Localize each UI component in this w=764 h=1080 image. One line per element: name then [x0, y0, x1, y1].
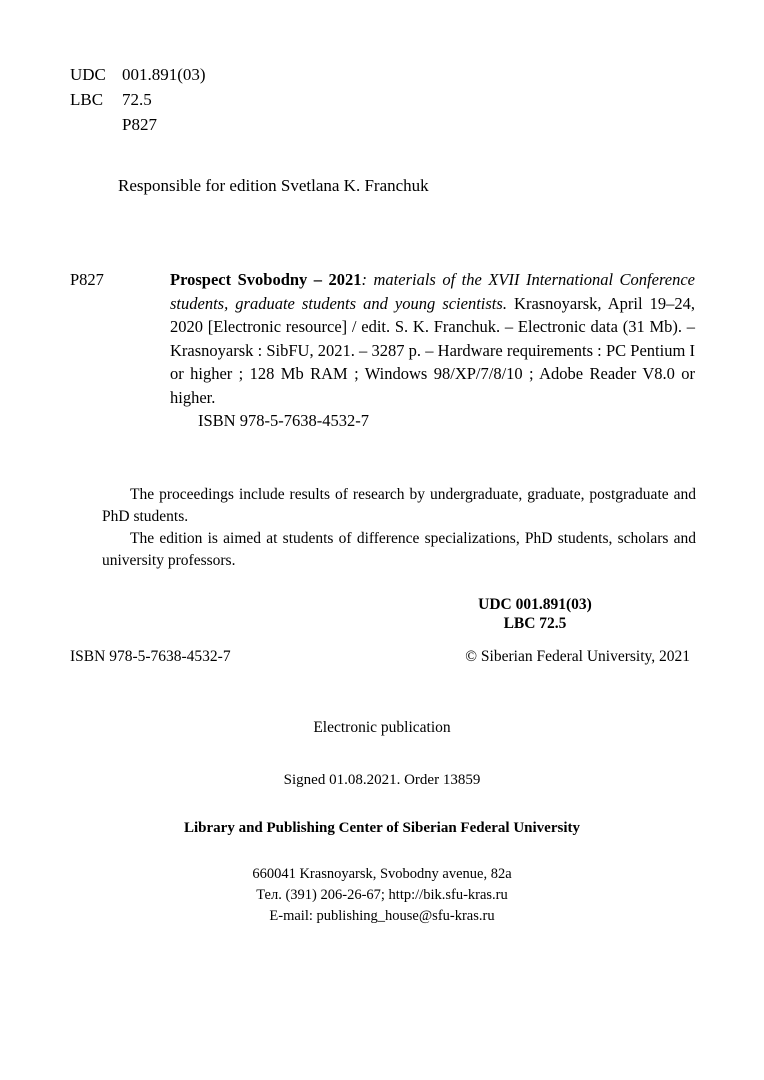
electronic-publication-label: Electronic publication	[313, 719, 451, 736]
address-line: 660041 Krasnoyarsk, Svobodny avenue, 82а	[252, 866, 512, 882]
email-line: E-mail: publishing_house@sfu-kras.ru	[269, 908, 495, 924]
copyright-notice: © Siberian Federal University, 2021	[465, 648, 690, 665]
udc-repeat-udc: UDC 001.891(03)	[478, 596, 592, 613]
imprint-block	[0, 718, 764, 927]
record-title: Prospect Svobodny – 2021	[170, 270, 362, 289]
record-subtitle: : materials of the XVII International Conference students, graduate students and young scientists.	[170, 270, 695, 313]
record-body	[170, 268, 695, 409]
udc-row	[70, 62, 206, 87]
udc-value: 001.891(03)	[122, 65, 206, 84]
udc-repeat-lbc: LBC 72.5	[503, 615, 567, 632]
abstract-paragraph-1: The proceedings include results of research by undergraduate, graduate, postgraduate and PhD students.	[102, 486, 696, 525]
classification-block	[70, 62, 206, 137]
record-isbn: ISBN 978-5-7638-4532-7	[198, 411, 369, 430]
phone-line: Тел. (391) 206-26-67; http://bik.sfu-kras.ru	[256, 887, 508, 903]
responsible-for-edition: Responsible for edition Svetlana K. Franchuk	[118, 176, 429, 195]
classification-code: P827	[122, 115, 157, 134]
lbc-row	[70, 87, 206, 112]
bibliographic-record	[70, 268, 695, 433]
lbc-label: LBC	[70, 90, 104, 109]
isbn-copyright-row	[70, 648, 690, 666]
record-sigla: P827	[70, 270, 104, 289]
record-imprint-text: Krasnoyarsk, April 19–24, 2020 [Electronic resource] / edit. S. K. Franchuk. – Electronic data (31 Mb). – Krasnoyarsk : SibFU, 2021. – 3287 p. – Hardware requirements : PC Pentium I or higher ; 128 Mb RAM ; Windows 98/XP/7/8/10 ; Adobe Reader V8.0 or higher.	[170, 293, 695, 407]
signed-line: Signed 01.08.2021. Order 13859	[283, 772, 481, 788]
udc-label: UDC	[70, 65, 106, 84]
publisher-line: Library and Publishing Center of Siberian Federal University	[184, 820, 580, 836]
abstract-paragraph-2: The edition is aimed at students of difference specializations, PhD students, scholars and university professors.	[102, 530, 696, 569]
isbn-value: ISBN 978-5-7638-4532-7	[70, 648, 231, 665]
udc-repeat-block	[380, 595, 690, 633]
lbc-value: 72.5	[122, 90, 152, 109]
abstract-block	[102, 484, 696, 572]
